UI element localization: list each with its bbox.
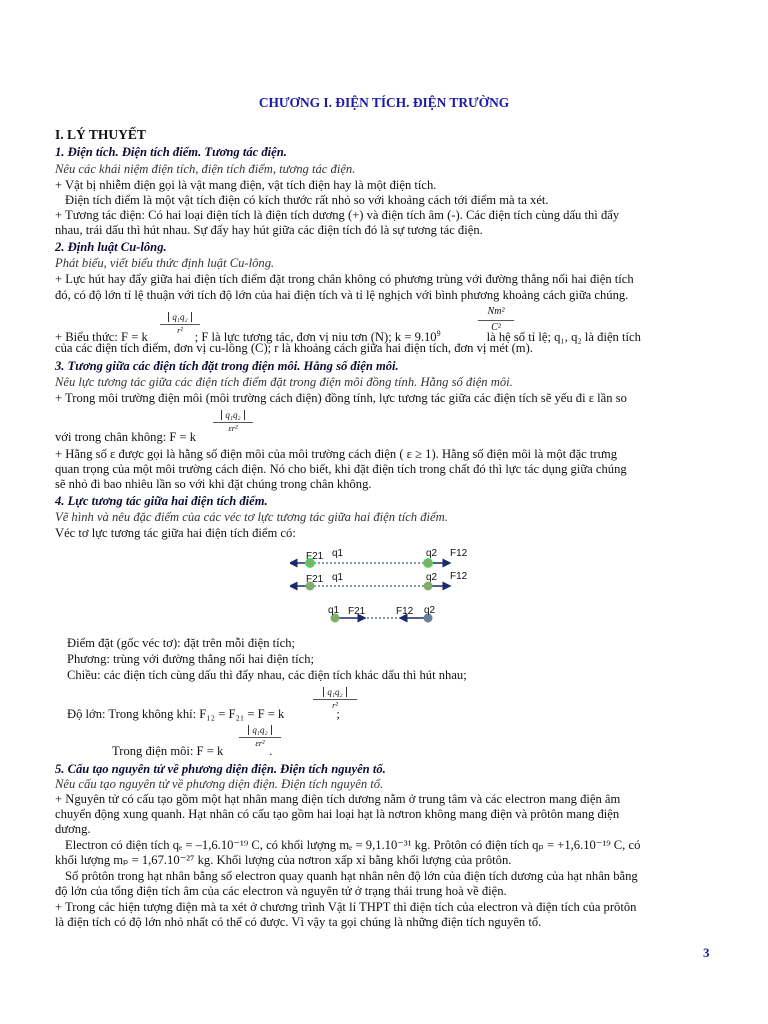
f21-label: F21	[348, 606, 366, 617]
text-line: + Trong môi trường điện môi (môi trường cách điện) đồng tính, lực tương tác giữa các điện tích sẽ yếu đi ε lần so	[55, 391, 627, 405]
dielectric-fraction-2	[239, 725, 281, 748]
formula-prefix: + Biểu thức: F = k	[55, 330, 148, 345]
period: .	[269, 744, 273, 758]
section-heading: I. LÝ THUYẾT	[55, 127, 146, 142]
text-line: khối lượng mₚ = 1,67.10⁻²⁷ kg. Khối lượng của nơtron xấp xỉ bằng khối lượng của prôtôn.	[55, 853, 512, 867]
fraction-denominator: εr²	[213, 422, 253, 433]
text-line: + Hằng số ε được gọi là hằng số điện môi của môi trường cách điện ( ε ≥ 1). Hằng số điện môi là một đặc trưng	[55, 447, 618, 461]
text-line: Phương: trùng với đường thẳng nối hai điện tích;	[67, 652, 315, 666]
diagram-row-repel-negative	[290, 571, 468, 591]
text-line: + Tương tác điện: Có hai loại điện tích là điện tích dương (+) và điện tích âm (-). Các điện tích cùng dấu thì đẩy	[55, 208, 620, 222]
fraction-denominator: C²	[478, 320, 514, 334]
text-line: nhau, trái dấu thì hút nhau. Sự đẩy hay hút giữa các điện tích đó là sự tương tác điện.	[55, 223, 483, 237]
text-line: với trong chân không: F = k	[55, 430, 197, 444]
text-line: + Lực hút hay đẩy giữa hai điện tích điểm đặt trong chân không có phương trùng với đường thẳng nối hai điện tích	[55, 272, 634, 286]
f21-label: F21	[306, 574, 324, 585]
coulomb-fraction	[160, 312, 200, 335]
text-line: Điện tích điểm là một vật tích điện có kích thước rất nhỏ so với khoảng cách tới điểm mà ta xét.	[65, 193, 549, 207]
text-line: độ lớn của tổng điện tích âm của các electron và nguyên tử ở trạng thái trung hoà về điện.	[55, 884, 507, 898]
formula-line	[67, 707, 340, 722]
heading-1: 1. Điện tích. Điện tích điểm. Tương tác điện.	[55, 145, 287, 159]
f12-label: F12	[450, 548, 468, 559]
page-number: 3	[703, 945, 710, 960]
heading-5: 5. Cấu tạo nguyên tử về phương diện điện. Điện tích nguyên tố.	[55, 762, 386, 776]
question-3: Nêu lực tương tác giữa các điện tích điểm đặt trong điện môi đồng tính. Hằng số điện môi.	[55, 375, 513, 389]
text-line: + Trong các hiện tượng điện mà ta xét ở chương trình Vật lí THPT thì điện tích của electron và điện tích của prôtôn	[55, 900, 637, 914]
force-vectors-diagram	[290, 538, 480, 630]
text-line: của các điện tích điểm, đơn vị cu-lông (C); r là khoảng cách giữa hai điện tích, đơn vị mét (m).	[55, 341, 533, 355]
heading-2: 2. Định luật Cu-lông.	[55, 240, 167, 254]
diagram-row-attract	[328, 605, 436, 623]
question-5: Nêu cấu tạo nguyên tử về phương diện điện. Điện tích nguyên tố.	[55, 777, 384, 791]
fraction-numerator: Nm²	[487, 306, 505, 317]
f21-label: F21	[306, 551, 324, 562]
heading-3: 3. Tương giữa các điện tích đặt trong điện môi. Hằng số điện môi.	[55, 359, 399, 373]
q1-label: q1	[332, 572, 344, 583]
formula-desc: ; F là lực tương tác, đơn vị niu tơn (N); k = 9.10	[194, 330, 437, 345]
question-1: Nêu các khái niệm điện tích, điện tích điểm, tương tác điện.	[55, 162, 356, 176]
text-line: đó, có độ lớn tỉ lệ thuận với tích độ lớn của hai điện tích và tỉ lệ nghịch với bình phương khoảng cách giữa chúng.	[55, 288, 629, 302]
fraction-numerator: q₁q₂	[168, 312, 191, 322]
text-line: + Nguyên tử có cấu tạo gồm một hạt nhân mang điện tích dương nằm ở trung tâm và các electron mang điện âm	[55, 792, 621, 806]
text-line: Electron có điện tích qₑ = –1,6.10⁻¹⁹ C, có khối lượng mₑ = 9,1.10⁻³¹ kg. Prôtôn có điện tích qₚ = +1,6.10⁻¹⁹ C, có	[65, 838, 641, 852]
text-line: Điểm đặt (gốc véc tơ): đặt trên mỗi điện tích;	[67, 636, 296, 650]
k-unit-fraction	[478, 305, 514, 334]
question-4: Vẽ hình và nêu đặc điểm của các véc tơ lực tương tác giữa hai điện tích điểm.	[55, 510, 448, 524]
formula-prefix: Độ lớn: Trong không khí: F₁₂ = F₂₁ = F = k	[67, 707, 285, 721]
q1-label: q1	[328, 605, 340, 616]
fraction-denominator: r²	[313, 699, 357, 710]
fraction-denominator: r²	[160, 324, 200, 335]
formula-prefix: Trong điện môi: F = k	[112, 744, 224, 758]
q2-label: q2	[426, 548, 438, 559]
question-2: Phát biểu, viết biểu thức định luật Cu-lông.	[55, 256, 275, 270]
f12-label: F12	[450, 571, 468, 582]
text-line: chuyển động xung quanh. Hạt nhân có cấu tạo gồm hai loại hạt là nơtron không mang điện và prôtôn mang điện	[55, 807, 620, 821]
diagram-row-repel-positive	[290, 548, 468, 568]
fraction-numerator: q₁q₂	[221, 410, 244, 420]
text-line: là điện tích có độ lớn nhỏ nhất có thể có được. Vì vậy ta gọi chúng là những điện tích nguyên tố.	[55, 915, 542, 929]
fraction-denominator: εr²	[239, 737, 281, 748]
exponent: 9	[436, 329, 441, 338]
charge-q2	[424, 559, 433, 568]
q2-label: q2	[426, 572, 438, 583]
fraction-numerator: q₁q₂	[323, 687, 346, 697]
heading-4: 4. Lực tương tác giữa hai điện tích điểm.	[55, 494, 268, 508]
text-line: Chiều: các điện tích cùng dấu thì đẩy nhau, các điện tích khác dấu thì hút nhau;	[67, 668, 467, 682]
text-line: Số prôtôn trong hạt nhân bằng số electron quay quanh hạt nhân nên độ lớn của điện tích dương của hạt nhân bằng	[65, 869, 638, 883]
semicolon: ;	[336, 707, 340, 721]
chapter-title: CHƯƠNG I. ĐIỆN TÍCH. ĐIỆN TRƯỜNG	[258, 95, 510, 110]
air-fraction	[313, 687, 357, 710]
text-line: dương.	[55, 822, 91, 836]
text-line: quan trọng của một môi trường cách điện. Nó cho biết, khi đặt điện tích trong chất đó thì lực tác dụng giữa chúng	[55, 462, 627, 476]
q2-label: q2	[424, 605, 436, 616]
fraction-numerator: q₁q₂	[248, 725, 271, 735]
formula-desc-2: là hệ số tỉ lệ; q₁, q₂ là điện tích	[486, 330, 641, 345]
q1-label: q1	[332, 548, 344, 559]
dielectric-fraction	[213, 410, 253, 433]
text-line: Véc tơ lực tương tác giữa hai điện tích điểm có:	[55, 526, 296, 540]
text-line: + Vật bị nhiễm điện gọi là vật mang điện, vật tích điện hay là một điện tích.	[55, 178, 437, 192]
text-line: sẽ nhỏ đi bao nhiêu lần so với khi đặt chúng trong chân không.	[55, 477, 372, 491]
f12-label: F12	[396, 606, 414, 617]
